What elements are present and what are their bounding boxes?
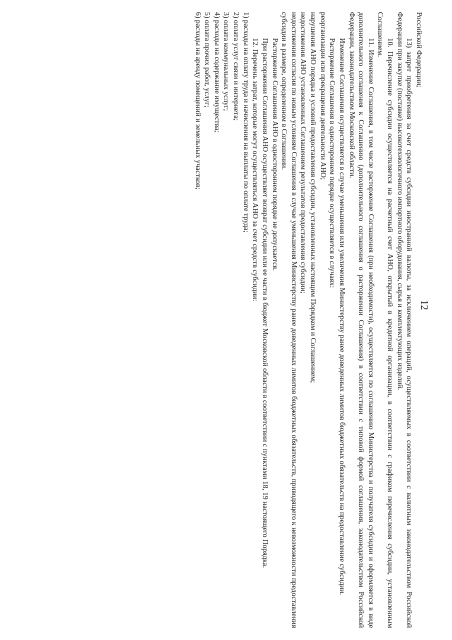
paragraph: Российской Федерации;: [415, 12, 424, 88]
paragraph: недостижения АНО установленных Соглашением результатов предоставления субсидии;: [299, 12, 309, 294]
paragraph: 11. Изменение Соглашения, в том числе расторжение Соглашения (при необходимости), осуществляется по соглашению Министерства и получателя субсидии и оформляется в виде дополнительного соглашения к Соглашению (дополнительного соглашения о расторжении Соглашения) в соответствии с типовой формой соглашения, законодательством Российской Федерации, законодательством Московской области.: [347, 12, 376, 628]
page-number: 12: [418, 300, 429, 310]
paragraph: реорганизации или прекращения деятельности АНО;: [318, 12, 328, 180]
paragraph: При расторжении Соглашения АНО осуществляет возврат субсидии или ее части в бюджет Московской области в соответствии с пунктами 18, 19 настоящего Порядка.: [261, 38, 270, 568]
paragraph: 10. Перечисление субсидии осуществляется на расчетный счет АНО, открытый в кредитной организации, в соответствии с графиком перечисления субсидии, установленным Соглашением.: [376, 12, 396, 628]
paragraph: Расторжение Соглашения АНО в одностороннем порядке не допускается.: [270, 38, 280, 271]
paragraph: 12. Перечень затрат, которые могут осуществляться АНО за счет средств субсидии:: [251, 38, 261, 302]
paragraph: 4) расходы на содержание имущества;: [212, 12, 222, 133]
paragraph: нарушения АНО порядка и условий предоставления субсидии, установленных настоящим Порядком и Соглашением;: [309, 12, 319, 383]
paragraph: 5) оплата прочих работ, услуг;: [203, 12, 213, 108]
paragraph: Изменение Соглашения осуществляется в случае уменьшения или увеличения Министерству ранее доведенных лимитов бюджетных обязательств на предоставление субсидии.: [338, 38, 347, 596]
paragraph: 2) оплата услуг связи и интернета;: [232, 12, 242, 121]
paragraph: 6) расходы на аренду помещений и земельных участков;: [193, 12, 203, 190]
paragraph: недостижения согласия по новым условиям Соглашения в случае уменьшения Министерству ранее доведенных лимитов бюджетных обязательств, приводящего к невозможности предоставления субсидии в размере, определенном в Соглашении.: [280, 12, 299, 628]
paragraph: 13) запрет приобретения за счет средств субсидии иностранной валюты, за исключением операций, осуществляемых в соответствии с валютным законодательством Российской Федерации при закупке (поставке) высокотехнологичного импортного оборудования, сырья и комплектующих изделий.: [395, 12, 415, 628]
document-body: [8, 12, 424, 628]
paragraph: 1) расходы на оплату труда и начисления на выплаты по оплате труда;: [241, 12, 251, 233]
paragraph: 3) оплата коммунальных услуг;: [222, 12, 232, 111]
paragraph: Расторжение Соглашения в одностороннем порядке осуществляется в случаях:: [328, 38, 338, 288]
